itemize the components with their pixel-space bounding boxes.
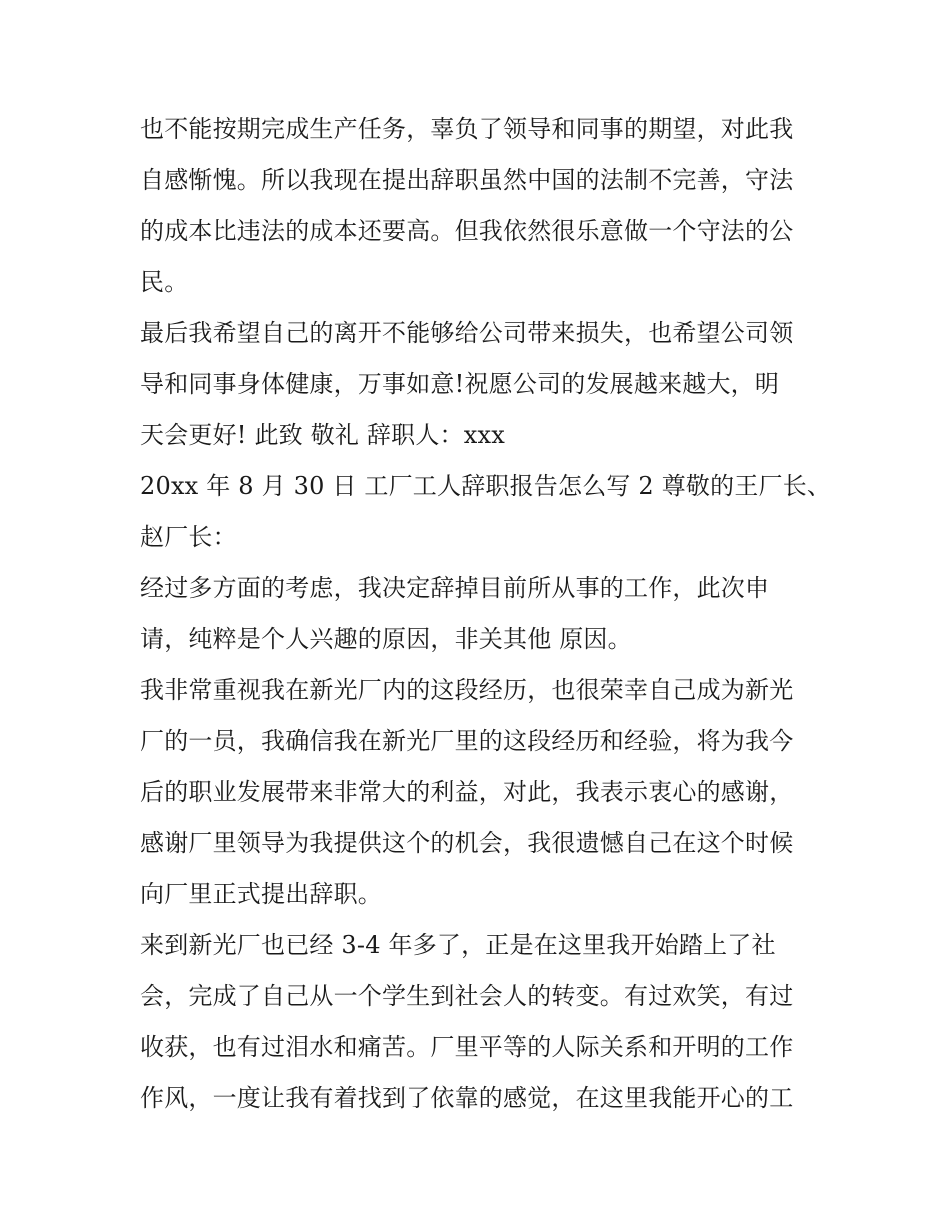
text-line: 收获，也有过泪水和痛苦。厂里平等的人际关系和开明的工作	[140, 1033, 794, 1061]
text-line: 的成本比违法的成本还要高。但我依然很乐意做一个守法的公	[140, 217, 794, 245]
text-line: 来到新光厂也已经 3-4 年多了，正是在这里我开始踏上了社	[140, 931, 776, 959]
text-line: 民。	[140, 268, 189, 296]
text-line: 请，纯粹是个人兴趣的原因，非关其他 原因。	[140, 625, 632, 653]
text-line: 最后我希望自己的离开不能够给公司带来损失，也希望公司领	[140, 319, 794, 347]
text-line: 赵厂长：	[140, 523, 237, 551]
text-line: 作风，一度让我有着找到了依靠的感觉，在这里我能开心的工	[140, 1084, 794, 1112]
text-line: 天会更好! 此致 敬礼 辞职人：xxx	[140, 421, 505, 449]
text-line: 厂的一员，我确信我在新光厂里的这段经历和经验，将为我今	[140, 727, 794, 755]
text-line: 后的职业发展带来非常大的利益，对此，我表示衷心的感谢，	[140, 778, 794, 806]
text-line: 20xx 年 8 月 30 日 工厂工人辞职报告怎么写 2 尊敬的王厂长、	[140, 472, 832, 500]
text-line: 也不能按期完成生产任务，辜负了领导和同事的期望，对此我	[140, 115, 794, 143]
text-line: 导和同事身体健康，万事如意!祝愿公司的发展越来越大，明	[140, 370, 780, 398]
document-body	[140, 104, 832, 1124]
text-line: 经过多方面的考虑，我决定辞掉目前所从事的工作，此次申	[140, 574, 770, 602]
text-line: 会，完成了自己从一个学生到社会人的转变。有过欢笑，有过	[140, 982, 794, 1010]
text-line: 自感惭愧。所以我现在提出辞职虽然中国的法制不完善，守法	[140, 166, 794, 194]
text-line: 我非常重视我在新光厂内的这段经历，也很荣幸自己成为新光	[140, 676, 794, 704]
text-line: 向厂里正式提出辞职。	[140, 880, 382, 908]
text-line: 感谢厂里领导为我提供这个的机会，我很遗憾自己在这个时候	[140, 829, 794, 857]
